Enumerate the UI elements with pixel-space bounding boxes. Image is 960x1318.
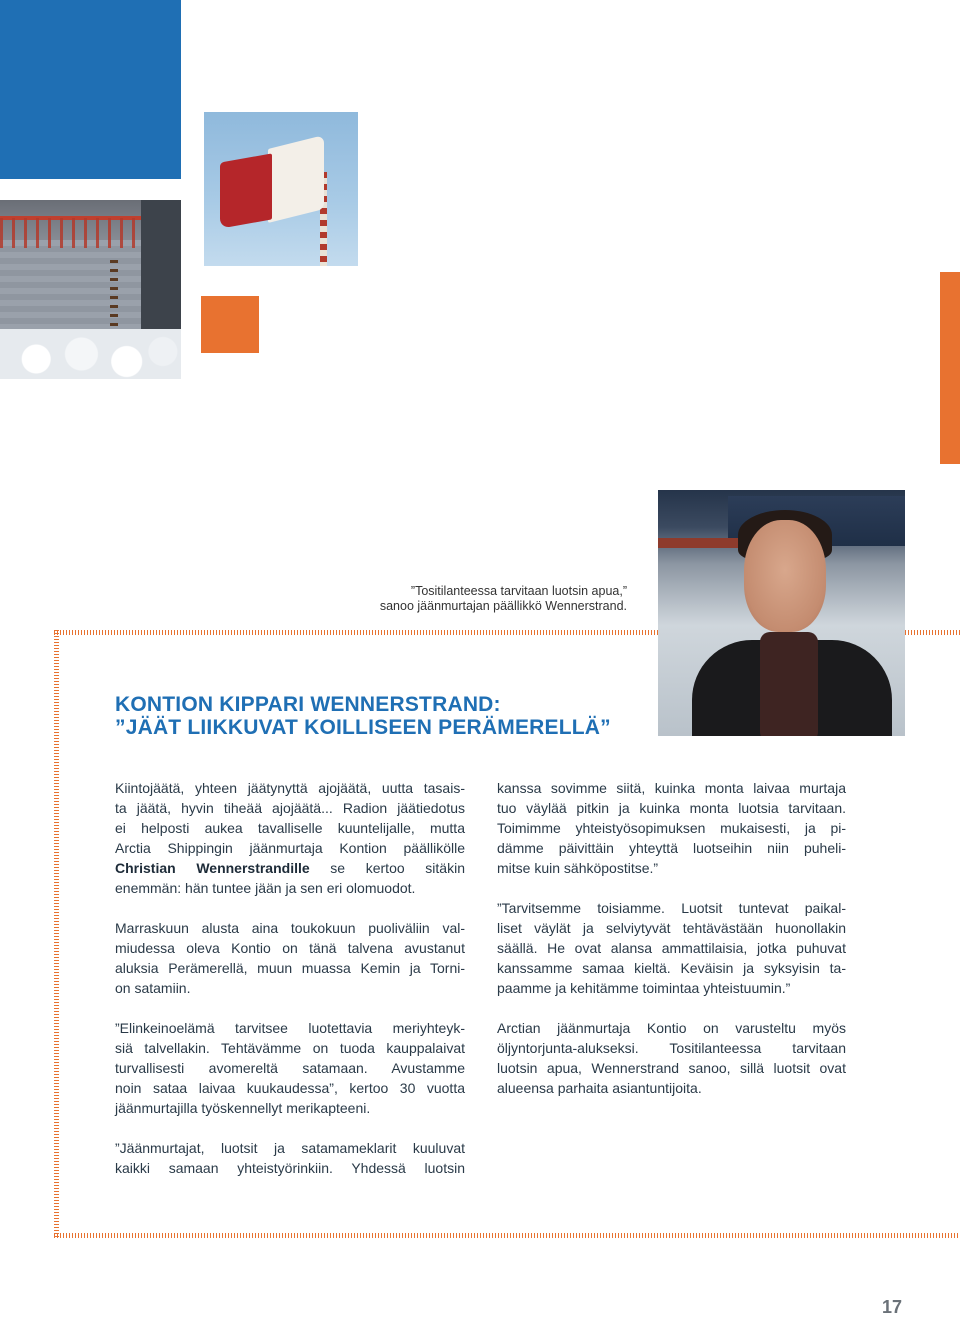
text-line: ei helposti aukea tavalliselle kuuntelijalle, mutta bbox=[115, 820, 465, 836]
article-column-left bbox=[115, 778, 465, 1198]
paragraph bbox=[497, 778, 846, 878]
article-column-right bbox=[497, 778, 846, 1118]
text-line: siä talvellakin. Tehtävämme on tuoda kauppalaivat bbox=[115, 1040, 465, 1056]
text-line: liset väylät ja selviytyvät tehtävästään huonollakin bbox=[497, 920, 846, 936]
text-line: on satamiin. bbox=[115, 980, 191, 996]
text-line: paamme ja kehitämme toimintaa yhteistuumin.” bbox=[497, 980, 791, 996]
blue-decor-block bbox=[0, 0, 181, 179]
text-line: alueensa parhaita asiantuntijoita. bbox=[497, 1080, 702, 1096]
text-line: Kiintojäätä, yhteen jäätynyttä ajojäätä, uutta tasais- bbox=[115, 780, 465, 796]
dotted-frame-top bbox=[54, 630, 658, 635]
person-name: Christian Wennerstrandille bbox=[115, 860, 310, 876]
text-line: aluksia Perämerellä, muun muassa Kemin ja Torni- bbox=[115, 960, 465, 976]
headline-line: ”JÄÄT LIIKKUVAT KOILLISEEN PERÄMERELLÄ” bbox=[115, 716, 611, 739]
text-line: dämme päivittäin yhteyttä luotseihin niin puheli- bbox=[497, 840, 846, 856]
text-line: kanssa sovimme siitä, kuinka monta laivaa murtaja bbox=[497, 780, 846, 796]
text-line: turvallisesti avomereltä satamaan. Avustamme bbox=[115, 1060, 465, 1076]
text-line: mitse kuin sähköpostitse.” bbox=[497, 860, 659, 876]
text-line: säällä. He ovat alansa ammattilaisia, jotka puhuvat bbox=[497, 940, 846, 956]
text-line: ”Elinkeinoelämä tarvitsee luotettavia meriyhteyk- bbox=[115, 1020, 465, 1036]
text-line bbox=[115, 858, 465, 878]
text-line: öljyntorjunta-alukseksi. Tositilanteessa tarvitaan bbox=[497, 1040, 846, 1056]
photo-caption bbox=[340, 584, 627, 614]
text-line: noin sataa laivaa kuukaudessa”, kertoo 30 vuotta bbox=[115, 1080, 465, 1096]
article-headline bbox=[115, 693, 655, 739]
paragraph bbox=[115, 1138, 465, 1178]
text-line: Toimimme yhteistyösopimuksen mukaisesti, ja pi- bbox=[497, 820, 846, 836]
paragraph bbox=[497, 898, 846, 998]
text-line: kaikki samaan yhteistyörinkiin. Yhdessä luotsin bbox=[115, 1160, 465, 1176]
text-line: Arctian jäänmurtaja Kontio on varusteltu myös bbox=[497, 1020, 846, 1036]
dotted-frame-bottom bbox=[54, 1233, 960, 1238]
headline-line: KONTION KIPPARI WENNERSTRAND: bbox=[115, 693, 501, 716]
text-line: jäänmurtajilla työskennellyt merikapteeni. bbox=[115, 1100, 371, 1116]
text-fragment: se kertoo sitäkin bbox=[309, 860, 465, 876]
orange-decor-block bbox=[201, 296, 259, 353]
paragraph bbox=[497, 1018, 846, 1098]
ship-hull-photo bbox=[0, 200, 181, 379]
paragraph bbox=[115, 1018, 465, 1118]
text-line: Marraskuun alusta aina toukokuun puoliväliin val- bbox=[115, 920, 465, 936]
paragraph bbox=[115, 918, 465, 998]
text-line: miudessa oleva Kontio on tänä talvena avustanut bbox=[115, 940, 465, 956]
text-line: kanssamme samaa kieltä. Keväisin ja syksyisin ta- bbox=[497, 960, 846, 976]
paragraph bbox=[115, 778, 465, 898]
dotted-frame-top-right bbox=[905, 630, 960, 635]
text-line: luotsin apua, Wennerstrand sanoo, sillä luotsit ovat bbox=[497, 1060, 846, 1076]
text-line: ta jäätä, hyvin tiheää ajojäätä... Radion jäätiedotus bbox=[115, 800, 465, 816]
text-line: enemmän: hän tuntee jään ja sen eri olomuodot. bbox=[115, 880, 416, 896]
text-line: Arctia Shippingin jäänmurtaja Kontion päällikölle bbox=[115, 840, 465, 856]
caption-line: sanoo jäänmurtajan päällikkö Wennerstrand. bbox=[379, 599, 627, 613]
text-line: tuo väylää pitkin ja kuinka monta luotsia tarvitaan. bbox=[497, 800, 846, 816]
caption-line: ”Tositilanteessa tarvitaan luotsin apua,” bbox=[410, 584, 627, 598]
captain-portrait-photo bbox=[658, 490, 905, 736]
flag-photo bbox=[204, 112, 358, 266]
text-line: ”Jäänmurtajat, luotsit ja satamameklarit kuuluvat bbox=[115, 1140, 465, 1156]
page-number: 17 bbox=[881, 1297, 902, 1317]
dotted-frame-left bbox=[54, 630, 59, 1238]
orange-edge-tab bbox=[940, 272, 960, 464]
text-line: ”Tarvitsemme toisiamme. Luotsit tuntevat paikal- bbox=[497, 900, 846, 916]
